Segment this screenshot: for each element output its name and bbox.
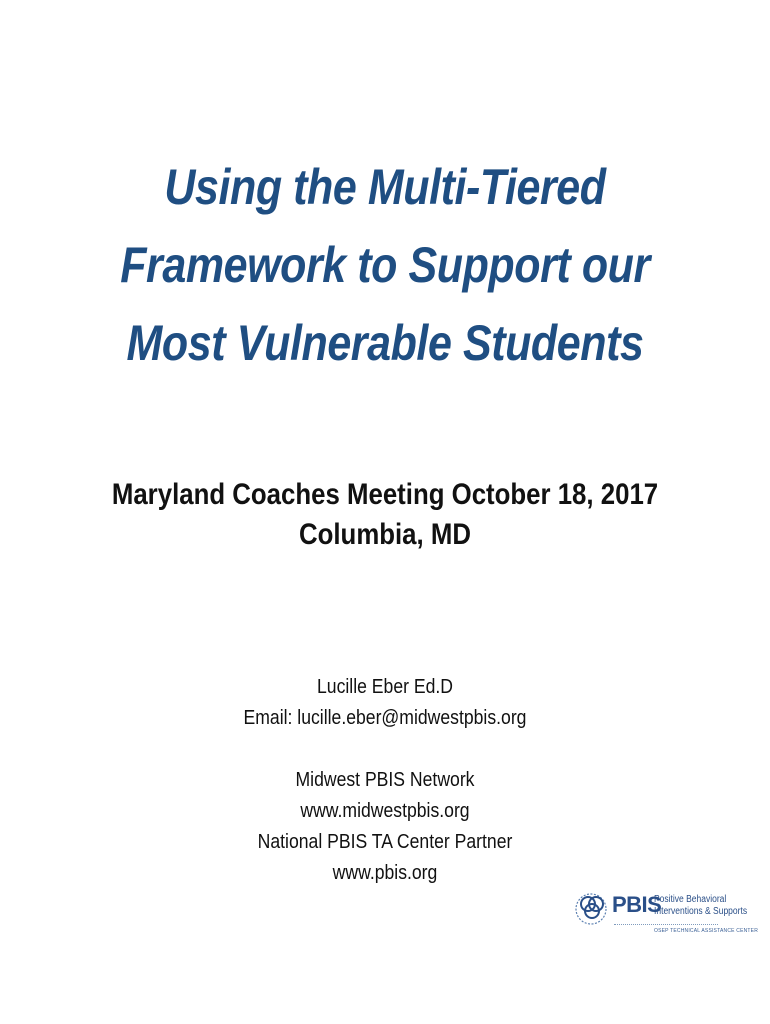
- contact-spacer: [46, 734, 724, 765]
- title-line-1: Using the Multi-Tiered: [164, 159, 606, 215]
- logo-small-caption: OSEP TECHNICAL ASSISTANCE CENTER: [654, 928, 759, 934]
- logo-divider: [614, 924, 718, 925]
- logo-line-2: Interventions & Supports: [654, 906, 748, 917]
- logo-line-1: Positive Behavioral: [654, 894, 727, 905]
- meeting-info: [0, 475, 770, 555]
- contact-block: [0, 672, 770, 889]
- meeting-location: Columbia, MD: [299, 518, 471, 551]
- partner-url: www.pbis.org: [332, 862, 438, 884]
- partner-name: National PBIS TA Center Partner: [257, 831, 513, 853]
- presenter-email: Email: lucille.eber@midwestpbis.org: [243, 707, 527, 729]
- document-title: [0, 148, 770, 382]
- meeting-name: Maryland Coaches Meeting October 18, 2017: [111, 478, 659, 511]
- pbis-logo: [574, 878, 759, 940]
- presenter-name: Lucille Eber Ed.D: [317, 676, 453, 698]
- title-line-3: Most Vulnerable Students: [126, 315, 644, 371]
- organization-url: www.midwestpbis.org: [300, 800, 470, 822]
- organization-name: Midwest PBIS Network: [295, 769, 475, 791]
- pbis-logo-icon: [574, 878, 612, 940]
- logo-acronym: PBIS: [612, 892, 662, 917]
- title-line-2: Framework to Support our: [120, 237, 650, 293]
